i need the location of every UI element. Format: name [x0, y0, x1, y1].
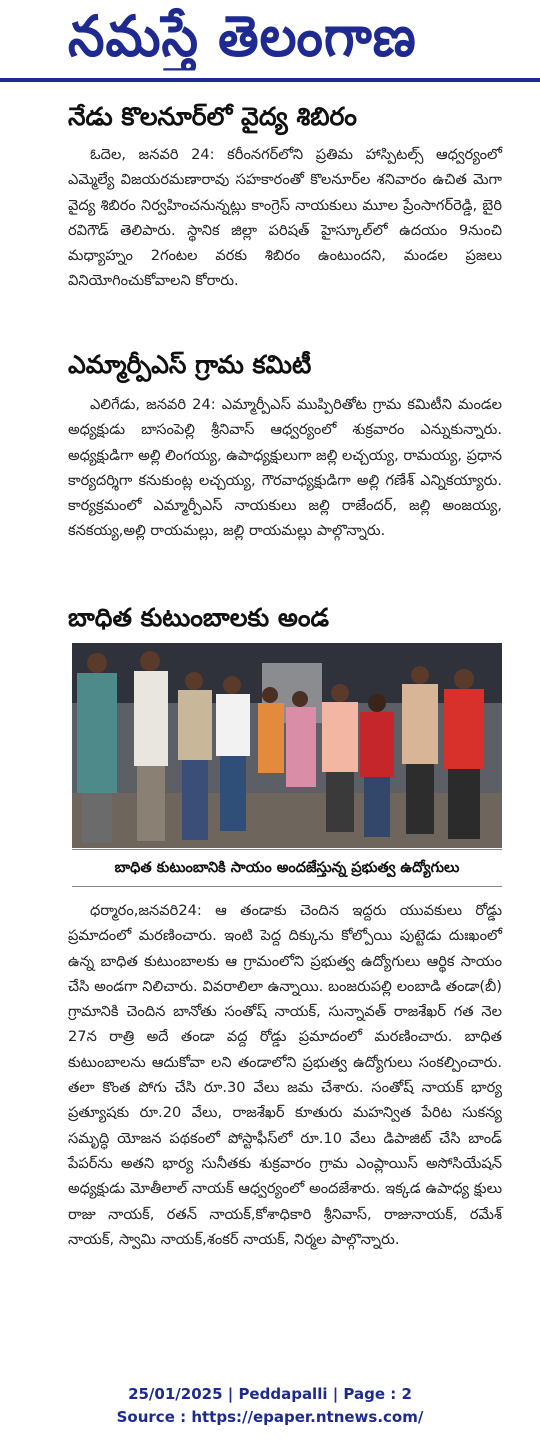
footer-source: Source : https://epaper.ntnews.com/ [116, 1408, 424, 1426]
newspaper-title: నమస్తే తెలంగాణ [68, 4, 417, 70]
article-1-body [68, 142, 502, 338]
masthead [0, 0, 540, 82]
photo-caption-bar [72, 849, 502, 887]
article-2-body [68, 392, 502, 588]
photo-caption: బాధిత కుటుంబానికి సాయం అందజేస్తున్న ప్రభుత్వ ఉద్యోగులు [114, 860, 460, 876]
article-3-body-text: ధర్మారం,జనవరి24: ఆ తండాకు చెందిన ఇద్దరు యువకులు రోడ్డు ప్రమాదంలో మరణించారు. ఇంటి పెద్ద దిక్కును కోల్పోయి పుట్టెడు దుఃఖంలో ఉన్న బాధిత కుటుంబాలకు ఆ గ్రామంలోని ప్రభుత్వ ఉద్యోగులు ఆర్థిక సాయం చేసి అండగా నిలిచారు. వివరాలిలా ఉన్నాయి. బంజరుపల్లి లంబాడి తండా(బీ) గ్రామానికి చెందిన బానోతు సంతోష్ నాయక్, సున్నావత్ రాజశేఖర్ గత నెల 27న రాత్రి అదే తండా వద్ద రోడ్డు ప్రమాదంలో మరణించారు. బాధిత కుటుంబాలను ఆదుకోవా లని తండాలోని ప్రభుత్వ ఉద్యోగులు సంకల్పించారు. తలా కొంత పోగు చేసి రూ.30 వేలు జమ చేశారు. సంతోష్ నాయక్ భార్య ప్రత్యూషకు రూ.20 వేలు, రాజశేఖర్ కూతురు మహన్విత పేరిట సుకన్య సమృద్ధి యోజన పథకంలో పోస్టాఫీస్‌లో రూ.10 వేలు డిపాజిట్ చేసి బాండ్ పేపర్‌ను అతని భార్య సునీతకు శుక్రవారం గ్రామ ఎంప్లాయిస్ అసోసియేషన్ అధ్యక్షుడు మోతీలాల్ నాయక్ ఆధ్వర్యంలో అందజేశారు. ఇక్కడ ఉపాధ్య క్షులు రాజు నాయక్, రతన్ నాయక్,కోశాధికారి శ్రీనివాస్, రాజునాయక్, రమేశ్ నాయక్, స్వామి నాయక్,శంకర్ నాయక్, నిర్మల పాల్గొన్నారు. [68, 902, 502, 1248]
article-2-body-text: ఎలిగేడు, జనవరి 24: ఎమ్మార్పీఎస్ ముప్పిరితోట గ్రామ కమిటీని మండల అధ్యక్షుడు బాసంపెల్లి శ్రీనివాస్ ఆధ్వర్యంలో శుక్రవారం ఎన్నుకున్నారు. అధ్యక్షుడిగా అల్లి లింగయ్య, ఉపాధ్యక్షులుగా జల్లి లచ్చయ్య, రామయ్య, ప్రధాన కార్యదర్శిగా కనుకుంట్ల లచ్చయ్య, గౌరవాధ్యక్షుడిగా అల్లి గణేశ్ ఎన్నికయ్యారు. కార్యక్రమంలో ఎమ్మార్పీఎస్ నాయకులు జల్లి రాజేందర్, జల్లి అంజయ్య, కనకయ్య,అల్లి రాయమల్లు, జల్లి రాయమల్లు పాల్గొన్నారు. [68, 396, 502, 540]
article-3-body [68, 898, 502, 1368]
article-1-body-text: ఓదెల, జనవరి 24: కరీంనగర్‌లోని ప్రతిమ హాస్పిటల్స్ ఆధ్వర్యంలో ఎమ్మెల్యే విజయరమణారావు సహకారంతో కొలనూర్‌ల శనివారం ఉచిత మెగా వైద్య శిబిరం నిర్వహించనున్నట్లు కాంగ్రెస్ నాయకులు మూల ప్రేంసాగర్‌రెడ్డి, బైరి రవిగౌడ్ తెలిపారు. స్థానిక జిల్లా పరిషత్ హైస్కూల్‌లో ఉదయం 9నుంచి మధ్యాహ్నం 2గంటల వరకు శిబిరం ఉంటుందని, మండల ప్రజలు వినియోగించుకోవాలని కోరారు. [68, 146, 502, 290]
footer-meta: 25/01/2025 | Peddapalli | Page : 2 [128, 1385, 412, 1403]
article-3-headline: బాధిత కుటుంబాలకు అండ [68, 603, 330, 632]
group-photo-illustration [72, 643, 502, 848]
group-photo [72, 643, 502, 848]
article-2-headline: ఎమ్మార్పీఎస్ గ్రామ కమిటీ [68, 350, 312, 379]
article-1-headline: నేడు కొలనూర్‌లో వైద్య శిబిరం [68, 102, 357, 131]
